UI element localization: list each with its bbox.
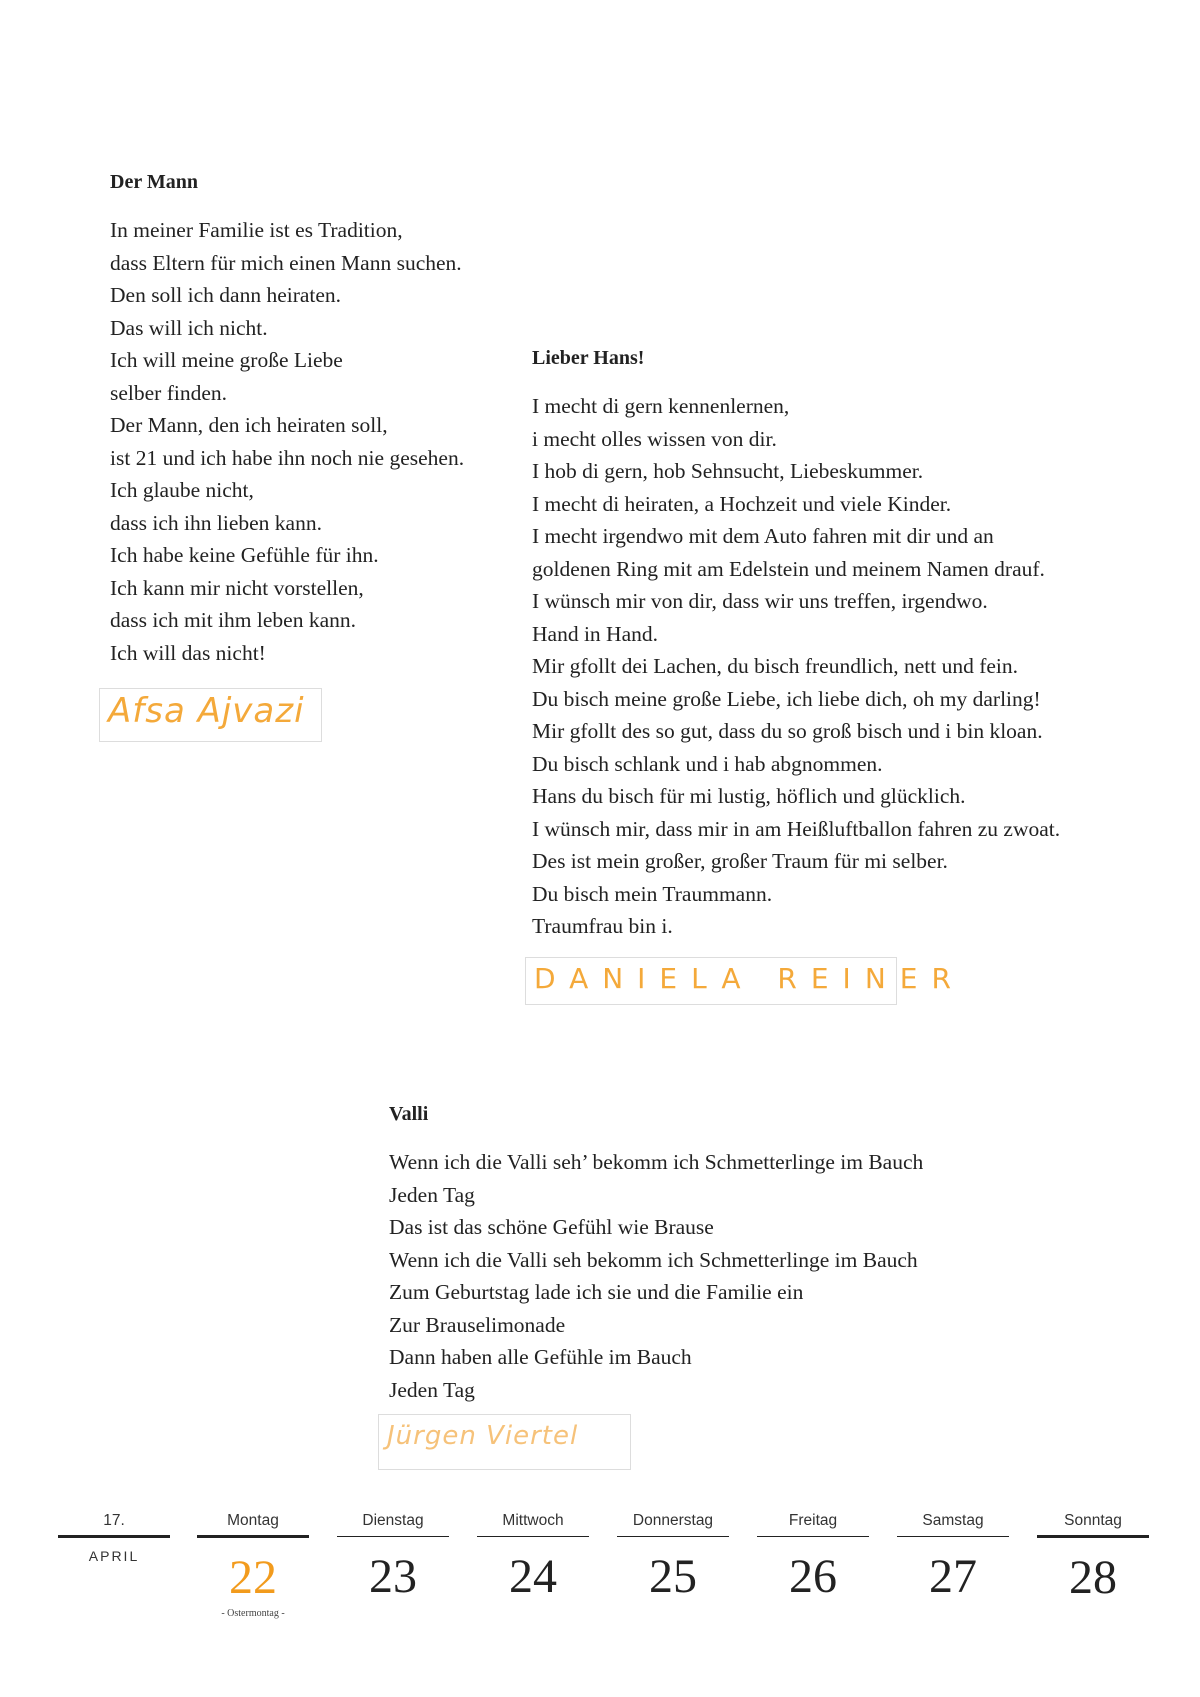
poem-line: Mir gfollt dei Lachen, du bisch freundlich, nett und fein.	[532, 654, 1019, 678]
calendar-week-strip	[0, 1510, 1200, 1660]
poem-line: Ich glaube nicht,	[110, 478, 254, 502]
poem-line: Dann haben alle Gefühle im Bauch	[389, 1345, 692, 1369]
poem-der-mann	[110, 170, 464, 669]
poem-title: Lieber Hans!	[532, 347, 645, 369]
poem-line: Du bisch meine große Liebe, ich liebe dich, oh my darling!	[532, 686, 1041, 711]
signature-text: Afsa Ajvazi	[108, 691, 305, 731]
poem-line: Traumfrau bin i.	[532, 914, 673, 938]
poem-line: Du bisch schlank und i hab abgnommen.	[532, 751, 883, 776]
day-rule	[477, 1536, 589, 1537]
poem-line: Hans du bisch für mi lustig, höflich und glücklich.	[532, 784, 966, 808]
poem-body	[110, 214, 464, 669]
day-rule	[897, 1536, 1009, 1537]
day-name: Donnerstag	[632, 1512, 714, 1529]
poem-line: Hand in Hand.	[532, 621, 658, 646]
day-name: Samstag	[922, 1512, 984, 1529]
day-name: Mittwoch	[502, 1512, 564, 1529]
calendar-day-thursday[interactable]	[617, 1510, 729, 1605]
poem-line: goldenen Ring mit am Edelstein und meinem Namen drauf.	[532, 556, 1045, 581]
calendar-day-wednesday[interactable]	[477, 1510, 589, 1605]
day-name: Freitag	[788, 1512, 838, 1529]
poem-line: Ich will das nicht!	[110, 640, 266, 665]
calendar-day-saturday[interactable]	[897, 1510, 1009, 1605]
day-rule	[1037, 1535, 1149, 1538]
calendar-day-tuesday[interactable]	[337, 1510, 449, 1605]
poem-line: Zum Geburtstag lade ich sie und die Familie ein	[389, 1280, 804, 1304]
poem-line: I wünsch mir von dir, dass wir uns treffen, irgendwo.	[532, 589, 988, 613]
poem-line: Jeden Tag	[389, 1182, 475, 1207]
poem-line: Des ist mein großer, großer Traum für mi selber.	[532, 849, 948, 873]
poem-line: dass Eltern für mich einen Mann suchen.	[110, 250, 462, 275]
day-number: 24	[509, 1550, 557, 1603]
poem-line: Ich habe keine Gefühle für ihn.	[110, 543, 379, 567]
day-number: 26	[789, 1550, 837, 1603]
calendar-day-friday[interactable]	[757, 1510, 869, 1605]
day-rule	[617, 1536, 729, 1537]
poem-title: Valli	[389, 1103, 429, 1125]
poem-line: Wenn ich die Valli seh bekomm ich Schmetterlinge im Bauch	[389, 1247, 918, 1272]
holiday-note: - Ostermontag -	[221, 1608, 285, 1619]
poem-line: Jeden Tag	[389, 1377, 475, 1402]
poem-line: I mecht di heiraten, a Hochzeit und viele Kinder.	[532, 491, 952, 516]
poem-line: I wünsch mir, dass mir in am Heißluftballon fahren zu zwoat.	[532, 816, 1061, 841]
day-name: Montag	[227, 1512, 279, 1529]
day-number: 25	[649, 1550, 697, 1603]
day-name: Sonntag	[1064, 1512, 1122, 1529]
poem-line: dass ich mit ihm leben kann.	[110, 608, 357, 632]
signature-text: DANIELA REINER	[534, 962, 965, 995]
poem-line: selber finden.	[110, 380, 228, 405]
calendar-day-monday[interactable]	[197, 1510, 309, 1619]
poem-line: I mecht di gern kennenlernen,	[532, 394, 790, 418]
week-number: 17.	[103, 1512, 125, 1529]
poem-body	[532, 390, 1060, 943]
month-label: APRIL	[88, 1548, 140, 1564]
day-rule	[757, 1536, 869, 1537]
signature-text: Jürgen Viertel	[387, 1421, 579, 1451]
poem-valli	[389, 1102, 923, 1406]
poem-line: Den soll ich dann heiraten.	[110, 283, 342, 307]
poem-lieber-hans	[532, 346, 1060, 943]
poem-line: Zur Brauselimonade	[389, 1312, 566, 1337]
poem-line: Das will ich nicht.	[110, 315, 268, 340]
poem-line: Der Mann, den ich heiraten soll,	[110, 413, 388, 437]
poem-line: Du bisch mein Traummann.	[532, 881, 773, 906]
day-number: 22	[229, 1551, 277, 1604]
poem-line: Ich kann mir nicht vorstellen,	[110, 575, 364, 600]
poem-line: I hob di gern, hob Sehnsucht, Liebeskummer.	[532, 459, 924, 483]
signature-daniela-reiner	[525, 957, 965, 1005]
calendar-day-sunday[interactable]	[1037, 1510, 1149, 1606]
day-rule	[197, 1535, 309, 1538]
poem-line: Das ist das schöne Gefühl wie Brause	[389, 1215, 714, 1239]
poem-body	[389, 1146, 923, 1406]
day-number: 23	[369, 1550, 417, 1603]
poem-title: Der Mann	[110, 171, 198, 193]
calendar-week-column	[58, 1510, 170, 1564]
week-rule	[58, 1535, 170, 1538]
poem-line: In meiner Familie ist es Tradition,	[110, 218, 403, 242]
poem-line: i mecht olles wissen von dir.	[532, 426, 777, 451]
day-name: Dienstag	[362, 1512, 424, 1529]
day-number: 27	[929, 1550, 977, 1603]
poem-line: ist 21 und ich habe ihn noch nie gesehen.	[110, 445, 465, 470]
poem-line: I mecht irgendwo mit dem Auto fahren mit dir und an	[532, 524, 994, 548]
signature-juergen-viertel	[378, 1414, 631, 1470]
day-number: 28	[1069, 1551, 1117, 1604]
signature-afsa-ajvazi	[99, 688, 322, 742]
poem-line: Ich will meine große Liebe	[110, 348, 343, 372]
poem-line: dass ich ihn lieben kann.	[110, 510, 322, 535]
poem-line: Wenn ich die Valli seh’ bekomm ich Schmetterlinge im Bauch	[389, 1150, 924, 1174]
day-rule	[337, 1536, 449, 1537]
poem-line: Mir gfollt des so gut, dass du so groß bisch und i bin kloan.	[532, 719, 1043, 743]
